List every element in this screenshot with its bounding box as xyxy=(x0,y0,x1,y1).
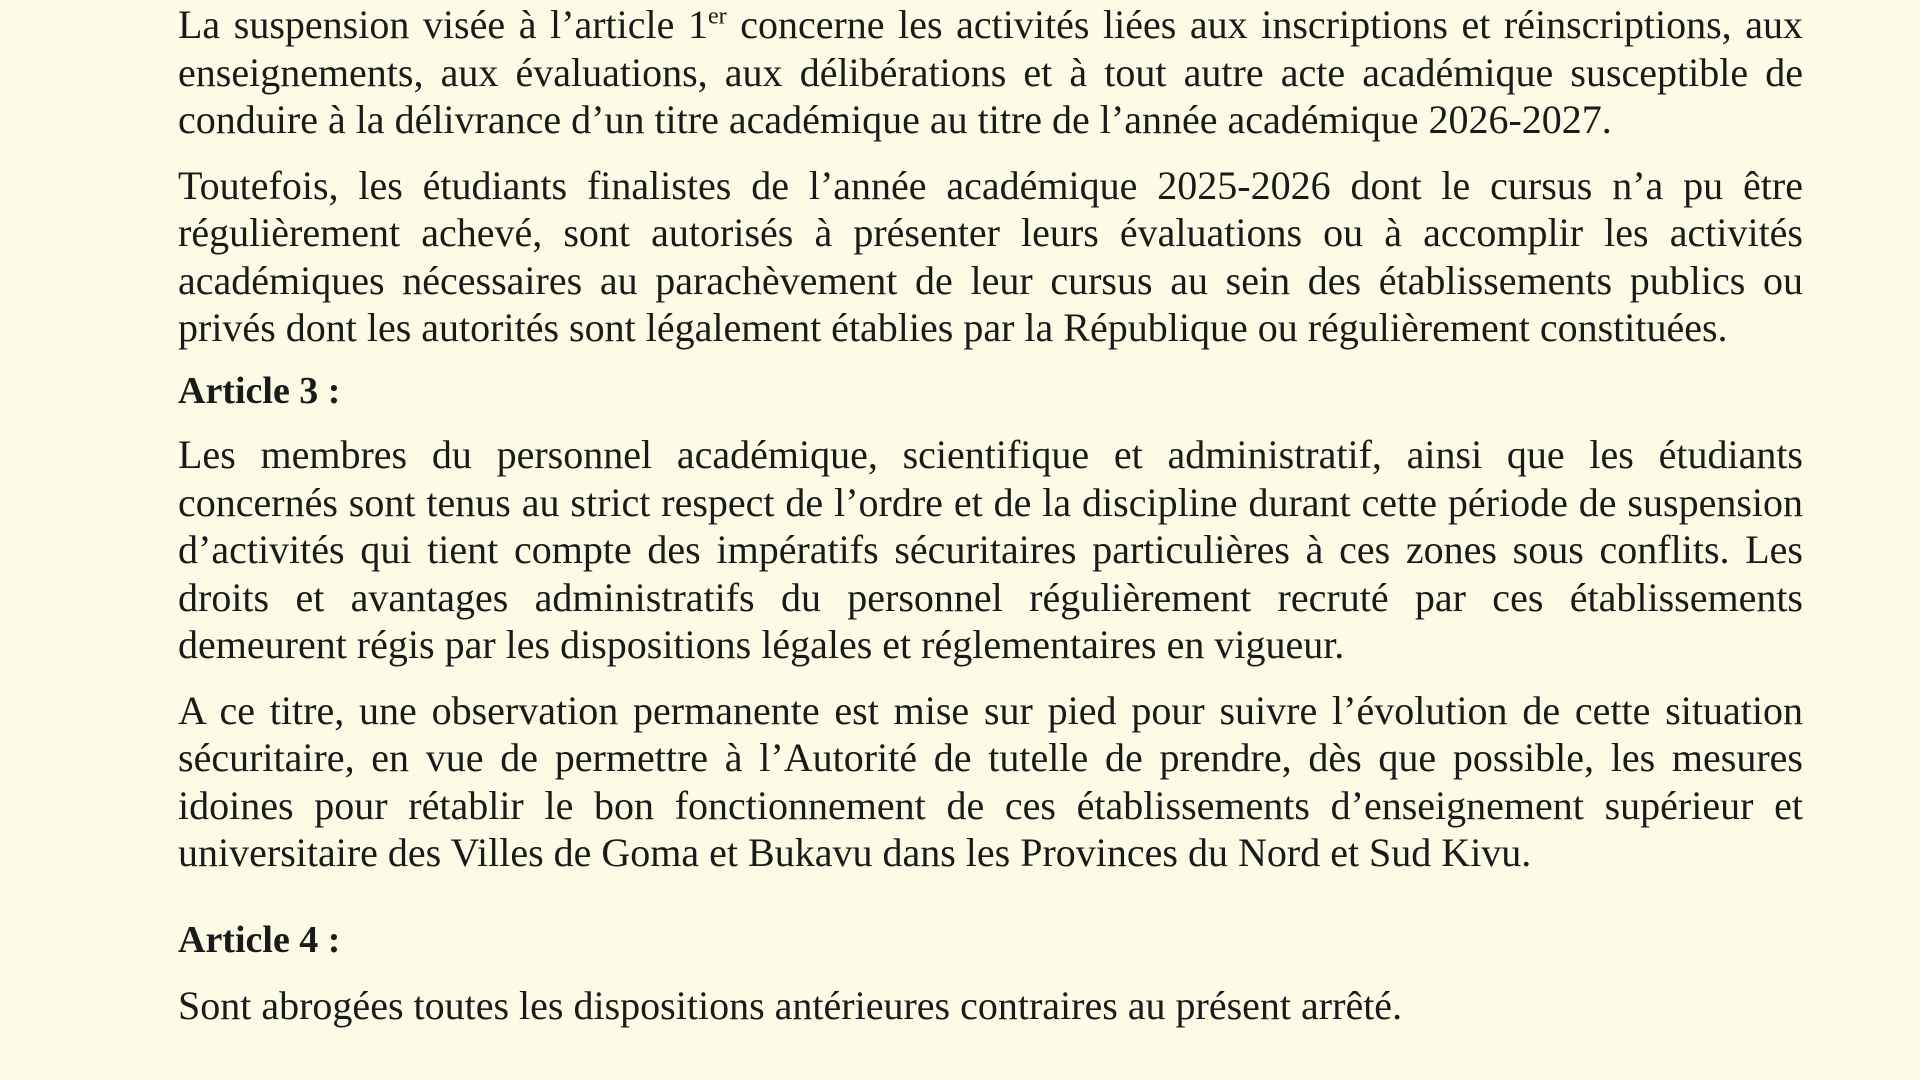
paragraph-text: La suspension visée à l’article 1 xyxy=(178,2,708,47)
paragraph-text: concerne les activités liées aux inscriptions et réinscriptions, aux enseignements, aux évaluations, aux délibérations et à tout autre acte académique susceptible de conduire à la délivrance d’un titre académique au titre de l’année académique 2026-2027. xyxy=(178,2,1803,142)
paragraph-abrogation-cut-off: Sont abrogées toutes les dispositions antérieures contraires au présent arrêté. xyxy=(178,983,1403,1028)
article-4-heading: Article 4 : xyxy=(178,918,341,961)
paragraph-staff-obligations: Les membres du personnel académique, scientifique et administratif, ainsi que les étudiants concernés sont tenus au strict respect de l’ordre et de la discipline durant cette période de suspension d’activités qui tient compte des impératifs sécuritaires particulières à ces zones sous conflits. Les droits et avantages administratifs du personnel régulièrement recruté par ces établissements demeurent régis par les dispositions légales et réglementaires en vigueur. xyxy=(178,432,1803,667)
document-body xyxy=(178,1,1803,1028)
superscript-er: er xyxy=(707,3,727,30)
paragraph-permanent-observation: A ce titre, une observation permanente est mise sur pied pour suivre l’évolution de cette situation sécuritaire, en vue de permettre à l’Autorité de tutelle de prendre, dès que possible, les mesures idoines pour rétablir le bon fonctionnement de ces établissements d’enseignement supérieur et universitaire des Villes de Goma et Bukavu dans les Provinces du Nord et Sud Kivu. xyxy=(178,687,1803,875)
article-3-heading: Article 3 : xyxy=(178,369,341,412)
paragraph-suspension-scope xyxy=(178,1,1803,144)
paragraph-finalist-students: Toutefois, les étudiants finalistes de l’année académique 2025-2026 dont le cursus n’a pu être régulièrement achevé, sont autorisés à présenter leurs évaluations ou à accomplir les activités académiques nécessaires au parachèvement de leur cursus au sein des établissements publics ou privés dont les autorités sont légalement établies par la République ou régulièrement constituées. xyxy=(178,162,1803,350)
